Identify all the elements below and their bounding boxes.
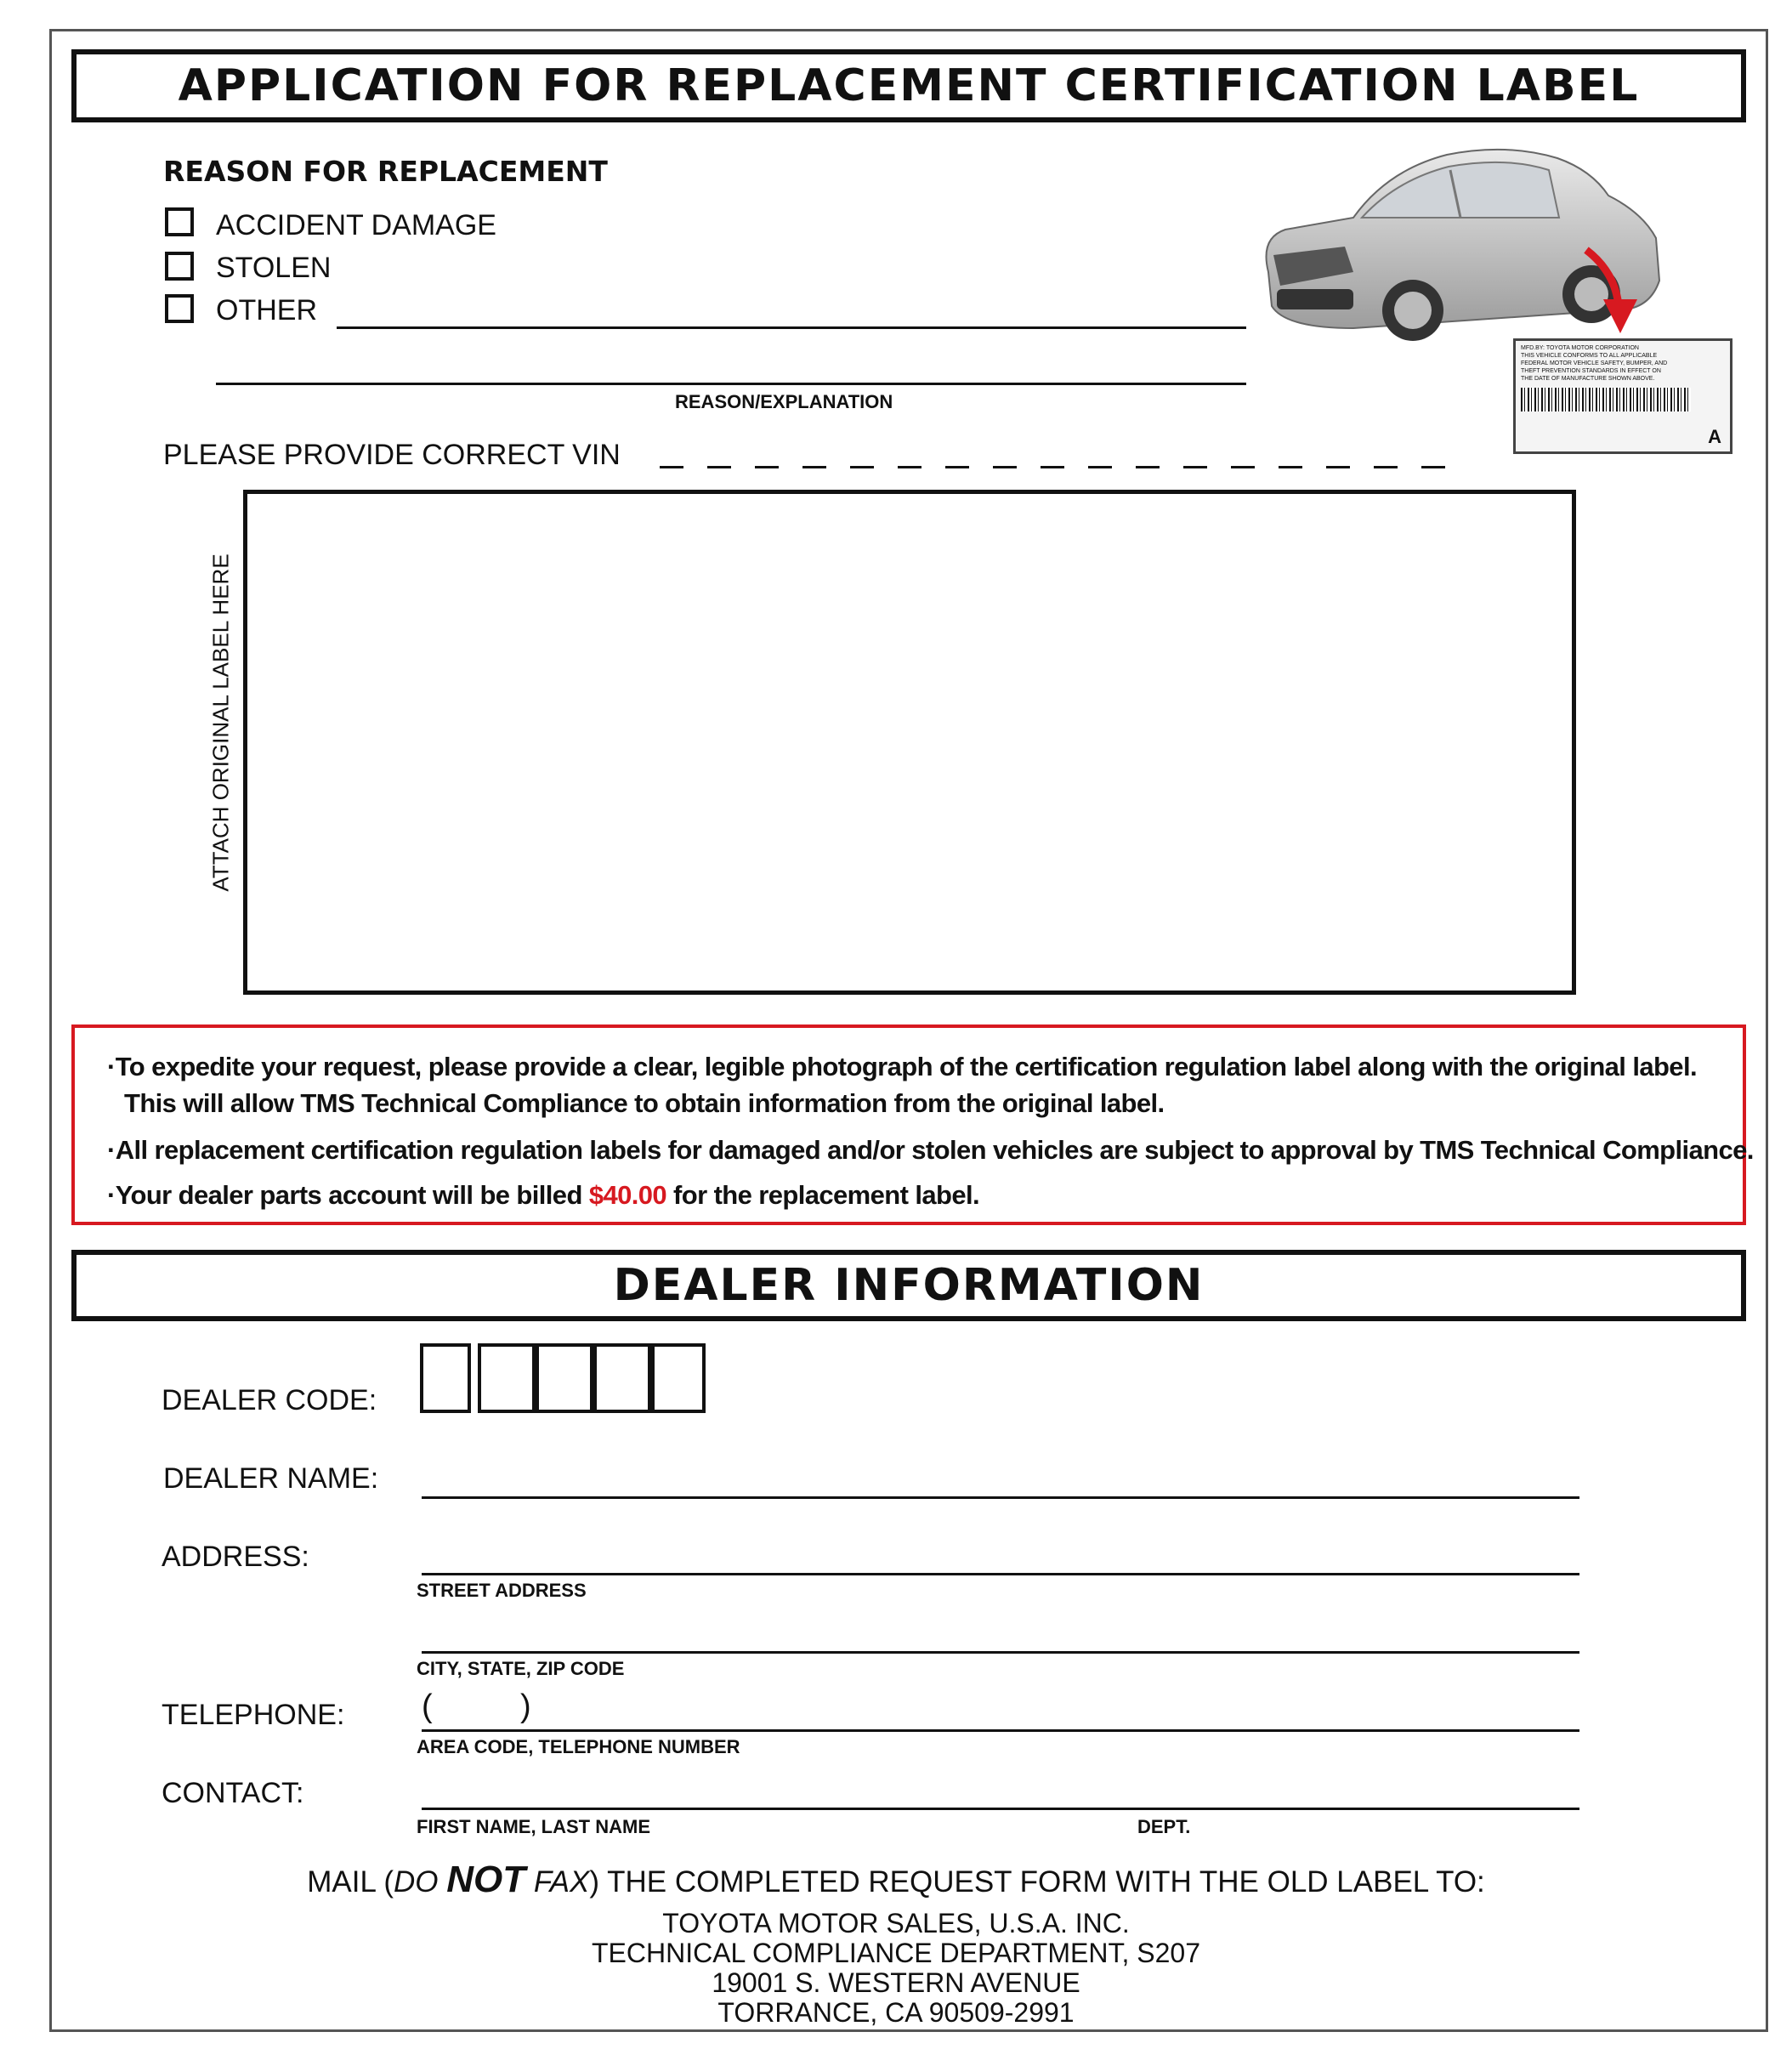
area-code-close: ) <box>520 1689 531 1724</box>
other-reason-field[interactable] <box>337 326 1246 329</box>
sticker-line: THEFT PREVENTION STANDARDS IN EFFECT ON <box>1521 368 1661 374</box>
reason-explanation-field[interactable] <box>216 383 1246 385</box>
area-code-open: ( <box>422 1689 433 1724</box>
notice-line-3 <box>107 1182 1722 1208</box>
form-title: APPLICATION FOR REPLACEMENT CERTIFICATION LABEL <box>178 60 1640 111</box>
mail-address-line: TOYOTA MOTOR SALES, U.S.A. INC. <box>662 1908 1130 1938</box>
other-label: OTHER <box>216 294 317 326</box>
mail-address-line: 19001 S. WESTERN AVENUE <box>712 1967 1080 1998</box>
dealer-name-field[interactable] <box>422 1496 1579 1499</box>
notice-line-1: ·To expedite your request, please provide a clear, legible photograph of the certification regulation label along with the original label. <box>107 1052 1697 1081</box>
mail-instruction <box>0 1859 1792 1901</box>
certification-label-sample <box>1513 338 1732 454</box>
telephone-field[interactable] <box>422 1729 1579 1732</box>
dealer-code-box[interactable] <box>420 1343 471 1413</box>
city-state-zip-field[interactable] <box>422 1651 1579 1654</box>
vin-label: PLEASE PROVIDE CORRECT VIN <box>163 439 621 471</box>
mail-post: ) THE COMPLETED REQUEST FORM WITH THE OLD LABEL TO: <box>589 1865 1485 1899</box>
dealer-code-box[interactable] <box>478 1343 536 1413</box>
reason-heading: REASON FOR REPLACEMENT <box>163 155 608 188</box>
accident-damage-checkbox[interactable] <box>165 207 194 236</box>
mail-not: NOT <box>446 1859 526 1900</box>
dealer-code-box[interactable] <box>593 1343 651 1413</box>
street-address-caption: STREET ADDRESS <box>417 1580 587 1601</box>
mail-address-line: TORRANCE, CA 90509-2991 <box>717 1997 1075 2028</box>
notice-line-1b: This will allow TMS Technical Compliance to obtain information from the original label. <box>124 1088 1165 1118</box>
sticker-line: MFD.BY: TOYOTA MOTOR CORPORATION <box>1521 345 1639 351</box>
stolen-checkbox[interactable] <box>165 252 194 281</box>
contact-field[interactable] <box>422 1808 1579 1810</box>
other-checkbox[interactable] <box>165 294 194 323</box>
sticker-line: FEDERAL MOTOR VEHICLE SAFETY, BUMPER, AND <box>1521 360 1668 366</box>
dealer-info-heading: DEALER INFORMATION <box>613 1260 1205 1311</box>
dealer-code-box[interactable] <box>536 1343 593 1413</box>
form-title-box <box>71 49 1746 122</box>
price: $40.00 <box>588 1180 667 1210</box>
address-label: ADDRESS: <box>162 1541 309 1573</box>
sticker-line: THIS VEHICLE CONFORMS TO ALL APPLICABLE <box>1521 353 1658 359</box>
reason-explanation-caption: REASON/EXPLANATION <box>675 391 893 412</box>
notice-box <box>71 1024 1754 1225</box>
attach-label-caption: ATTACH ORIGINAL LABEL HERE <box>207 553 234 892</box>
dealer-name-label: DEALER NAME: <box>163 1462 379 1495</box>
sticker-line: THE DATE OF MANUFACTURE SHOWN ABOVE. <box>1521 376 1655 382</box>
city-state-zip-caption: CITY, STATE, ZIP CODE <box>417 1658 625 1679</box>
contact-caption: FIRST NAME, LAST NAME <box>417 1816 650 1837</box>
street-address-field[interactable] <box>422 1573 1579 1575</box>
accident-damage-label: ACCIDENT DAMAGE <box>216 209 496 241</box>
arrow-icon <box>1581 247 1649 340</box>
telephone-caption: AREA CODE, TELEPHONE NUMBER <box>417 1736 740 1757</box>
dept-caption: DEPT. <box>1137 1816 1191 1837</box>
stolen-label: STOLEN <box>216 252 332 284</box>
attach-label-area[interactable] <box>243 490 1576 995</box>
notice-line-3-end: for the replacement label. <box>666 1180 980 1210</box>
dealer-code-box[interactable] <box>651 1343 706 1413</box>
mail-address-line: TECHNICAL COMPLIANCE DEPARTMENT, S207 <box>591 1938 1200 1968</box>
notice-line-2: ·All replacement certification regulation labels for damaged and/or stolen vehicles are subject to approval by TMS Technical Compliance. <box>107 1135 1754 1165</box>
dealer-code-label: DEALER CODE: <box>162 1384 377 1416</box>
barcode <box>1521 388 1691 411</box>
mail-pre: MAIL ( <box>307 1865 394 1899</box>
notice-line-3-text: ·Your dealer parts account will be billed <box>107 1180 589 1210</box>
mail-do: DO <box>394 1865 447 1899</box>
sticker-mark: A <box>1708 426 1721 447</box>
contact-label: CONTACT: <box>162 1777 304 1809</box>
telephone-label: TELEPHONE: <box>162 1699 345 1731</box>
vin-field[interactable] <box>660 466 1476 471</box>
mail-fax: FAX <box>525 1865 590 1899</box>
dealer-info-heading-box <box>71 1250 1746 1321</box>
